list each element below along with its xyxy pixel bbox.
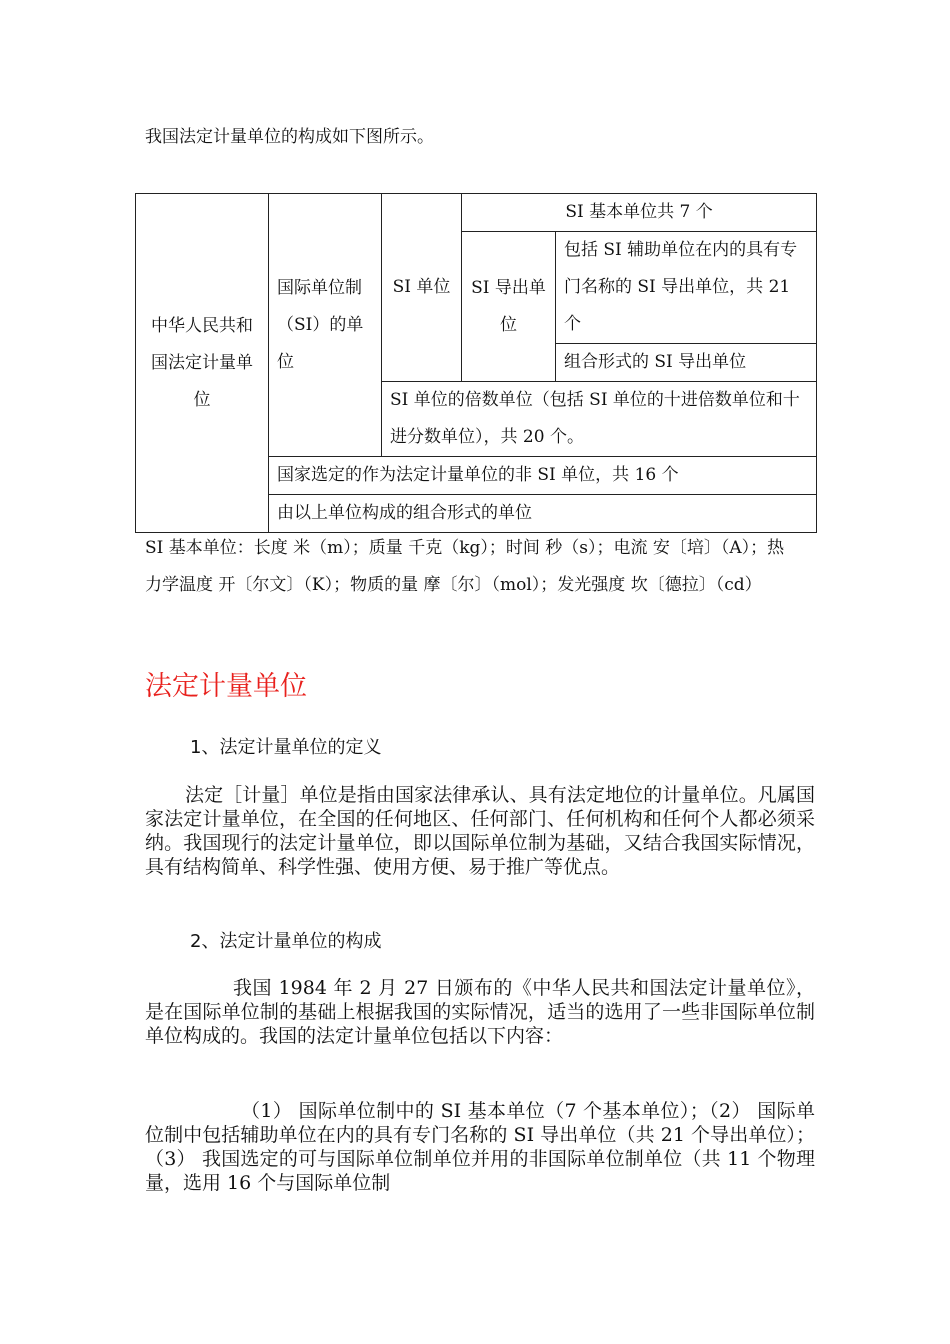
intro-text: 我国法定计量单位的构成如下图所示。 — [145, 127, 434, 147]
table-cell-derived-units: SI 导出单位 — [462, 232, 556, 382]
legal-units-structure-table — [135, 193, 817, 533]
table-cell-si-system: 国际单位制（SI）的单位 — [269, 194, 382, 457]
composition-paragraph: 我国 1984 年 2 月 27 日颁布的《中华人民共和国法定计量单位》，是在国际单位制的基础上根据我国的实际情况，适当的选用了一些非国际单位制单位构成的。我国的法定计量单位包括以下内容： — [145, 977, 815, 1047]
table-cell-combined: 由以上单位构成的组合形式的单位 — [269, 495, 817, 533]
table-row — [136, 194, 817, 232]
table-cell-non-si: 国家选定的作为法定计量单位的非 SI 单位，共 16 个 — [269, 457, 817, 495]
table-cell-base-units: SI 基本单位共 7 个 — [462, 194, 817, 232]
section-title: 法定计量单位 — [145, 671, 307, 702]
table-cell-legal-units: 中华人民共和国法定计量单位 — [136, 194, 269, 533]
table-cell-multiples: SI 单位的倍数单位（包括 SI 单位的十进倍数单位和十进分数单位），共 20 个。 — [382, 382, 817, 457]
si-base-units-note: SI 基本单位：长度 米（m）；质量 千克（kg）；时间 秒（s）；电流 安〔培〕（A）；热力学温度 开〔尔文〕（K）；物质的量 摩〔尔〕（mol）；发光强度 坎〔德拉〕（cd） — [145, 538, 785, 595]
subheading-composition: 2、法定计量单位的构成 — [190, 931, 382, 952]
subheading-definition: 1、法定计量单位的定义 — [190, 737, 382, 758]
definition-paragraph: 法定［计量］单位是指由国家法律承认、具有法定地位的计量单位。凡属国家法定计量单位，在全国的任何地区、任何部门、任何机构和任何个人都必须采纳。我国现行的法定计量单位，即以国际单位制为基础，又结合我国实际情况，具有结构简单、科学性强、使用方便、易于推广等优点。 — [145, 784, 815, 878]
table-cell-si-units: SI 单位 — [382, 194, 462, 382]
table-cell-derived-combined: 组合形式的 SI 导出单位 — [556, 344, 817, 382]
table-cell-derived-named: 包括 SI 辅助单位在内的具有专门名称的 SI 导出单位，共 21 个 — [556, 232, 817, 344]
composition-list: （1） 国际单位制中的 SI 基本单位（7 个基本单位）；（2） 国际单位制中包括辅助单位在内的具有专门名称的 SI 导出单位（共 21 个导出单位）；（3） 我国选定的可与国际单位制单位并用的非国际单位制单位（共 11 个物理量，选用 16 个与国际单位制 — [145, 1100, 815, 1194]
